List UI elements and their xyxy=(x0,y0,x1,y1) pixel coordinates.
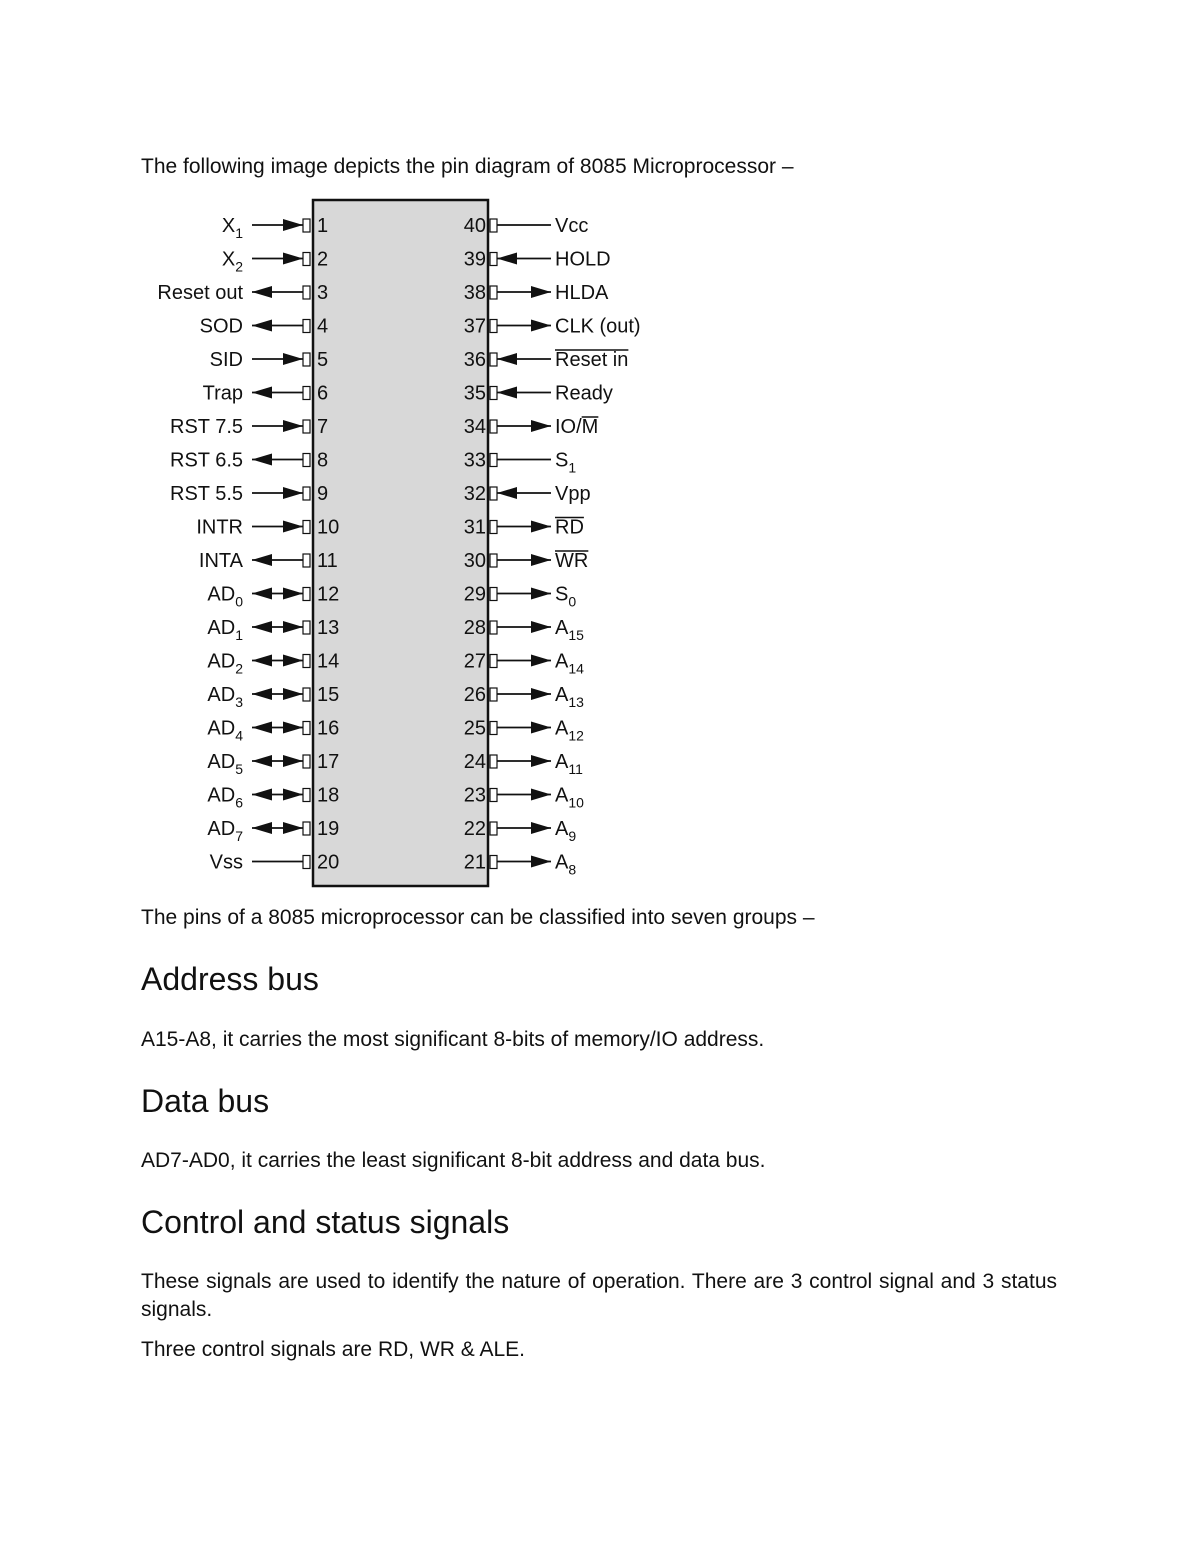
pin-number: 14 xyxy=(317,650,340,673)
pin-stub xyxy=(490,521,497,534)
pin-5 xyxy=(210,349,328,371)
arrow-out-icon xyxy=(252,454,272,466)
pin-subscript: 14 xyxy=(568,660,584,677)
pin-stub xyxy=(303,487,310,500)
pin-label-23 xyxy=(555,785,584,811)
pin-stub xyxy=(303,588,310,601)
pin-name: A xyxy=(555,818,569,840)
pin-38 xyxy=(464,282,609,304)
pin-label-30 xyxy=(555,550,588,572)
arrow-out-icon xyxy=(531,789,551,801)
pin-name: AD xyxy=(207,617,236,639)
pin-stub xyxy=(303,822,310,835)
arrow-in-icon xyxy=(283,822,303,834)
arrow-out-icon xyxy=(252,789,272,801)
pin-number: 28 xyxy=(463,617,486,639)
arrow-out-icon xyxy=(531,722,551,734)
pin-number: 19 xyxy=(317,818,340,840)
pin-name: A xyxy=(555,650,569,673)
pin-label-31 xyxy=(555,517,584,539)
control-status-text: These signals are used to identify the nature of operation. There are 3 control signal and 3 status signals. xyxy=(141,1270,1057,1321)
pin-stub xyxy=(490,253,497,266)
pin-subscript: 11 xyxy=(568,761,583,777)
pin-label-39 xyxy=(555,249,611,271)
pin-number: 9 xyxy=(317,483,329,505)
pin-number: 12 xyxy=(317,583,340,606)
pin-label-35 xyxy=(555,383,613,405)
pin-label-37 xyxy=(555,316,641,338)
pin-name: A xyxy=(555,717,569,740)
pin-stub xyxy=(490,454,497,467)
pin-name: A xyxy=(555,784,569,807)
arrow-in-icon xyxy=(283,521,303,533)
pin-label-2 xyxy=(222,249,243,275)
arrow-in-icon xyxy=(497,253,517,265)
pin-stub xyxy=(303,286,310,299)
pin-number: 39 xyxy=(463,248,486,271)
pin-stub xyxy=(490,822,497,835)
pin-label-10 xyxy=(196,517,243,539)
pin-stub xyxy=(303,755,310,768)
arrow-in-icon xyxy=(497,487,517,499)
pin-number: 10 xyxy=(317,516,340,539)
pin-number: 38 xyxy=(463,282,486,304)
pin-11 xyxy=(199,550,338,572)
pin-subscript: 0 xyxy=(235,593,243,610)
arrow-out-icon xyxy=(252,286,272,298)
pin-stub xyxy=(490,722,497,735)
arrow-in-icon xyxy=(283,655,303,667)
pin-label-32 xyxy=(555,483,591,505)
pin-label-6 xyxy=(203,383,243,405)
pin-stub xyxy=(303,856,310,869)
pin-name: AD xyxy=(207,717,236,740)
pin-32 xyxy=(464,483,591,505)
pin-label-19 xyxy=(207,818,243,844)
arrow-out-icon xyxy=(531,521,551,533)
pin-number: 3 xyxy=(317,282,329,304)
arrow-in-icon xyxy=(283,253,303,265)
pin-10 xyxy=(196,517,339,539)
arrow-out-icon xyxy=(252,588,272,600)
address-bus-heading: Address bus xyxy=(141,961,319,997)
pin-name: RST 7.5 xyxy=(170,416,243,438)
pin-subscript: 0 xyxy=(568,593,577,610)
arrow-out-icon xyxy=(252,722,272,734)
pin-20 xyxy=(210,852,340,874)
arrow-in-icon xyxy=(283,789,303,801)
pin-name: INTA xyxy=(198,550,243,572)
pin-subscript: 7 xyxy=(235,828,243,844)
pin-name: WR xyxy=(555,550,589,572)
pin-label-7 xyxy=(170,416,243,438)
pin-subscript: 12 xyxy=(568,727,584,744)
arrow-out-icon xyxy=(531,554,551,566)
pin-label-4 xyxy=(200,316,243,338)
pin-number: 29 xyxy=(463,583,486,606)
pin-subscript: 2 xyxy=(235,258,243,275)
pin-stub xyxy=(490,353,497,366)
pin-name: IO/M xyxy=(555,416,599,438)
arrow-in-icon xyxy=(283,688,303,700)
pin-number: 34 xyxy=(463,416,486,438)
pin-subscript: 1 xyxy=(235,627,243,643)
arrow-out-icon xyxy=(531,655,551,667)
pin-stub xyxy=(303,253,310,266)
pin-subscript: 2 xyxy=(235,660,243,677)
pin-number: 37 xyxy=(463,315,486,338)
pin-34 xyxy=(464,416,599,438)
pin-label-5 xyxy=(210,349,243,371)
pin-name: S xyxy=(555,583,569,606)
pin-label-34 xyxy=(555,416,598,438)
pin-31 xyxy=(464,517,584,539)
pin-stub xyxy=(303,320,310,333)
arrow-in-icon xyxy=(283,722,303,734)
pin-label-15 xyxy=(207,684,243,710)
pin-number: 26 xyxy=(463,684,486,706)
pin-subscript: 4 xyxy=(235,727,243,744)
pin-name: X xyxy=(221,248,236,271)
pin-name: Vpp xyxy=(555,483,591,505)
pin-7 xyxy=(170,416,328,438)
pin-subscript: 15 xyxy=(568,627,584,643)
pin-stub xyxy=(490,755,497,768)
pin-subscript: 3 xyxy=(235,694,243,710)
pin-number: 40 xyxy=(463,215,486,237)
pin-37 xyxy=(464,316,641,338)
arrow-out-icon xyxy=(252,655,272,667)
arrow-out-icon xyxy=(531,588,551,600)
pin-number: 23 xyxy=(463,784,486,807)
pin-name: AD xyxy=(207,751,236,773)
pin-stub xyxy=(490,387,497,400)
pin-label-13 xyxy=(207,617,243,643)
arrow-out-icon xyxy=(531,286,551,298)
pin-label-38 xyxy=(555,282,609,304)
pin-name: AD xyxy=(207,784,236,807)
pin-stub xyxy=(303,722,310,735)
pin-subscript: 6 xyxy=(235,794,243,811)
pin-stub xyxy=(490,286,497,299)
pin-number: 8 xyxy=(317,449,329,472)
pin-number: 20 xyxy=(317,851,340,874)
pin-name: RD xyxy=(555,516,584,539)
arrow-in-icon xyxy=(497,353,517,365)
arrow-out-icon xyxy=(252,822,272,834)
pin-label-20 xyxy=(210,852,243,874)
arrow-out-icon xyxy=(252,554,272,566)
pin-name: INTR xyxy=(196,516,243,539)
pin-number: 31 xyxy=(463,516,486,539)
pin-name: RST 5.5 xyxy=(170,483,243,505)
pin-name: SOD xyxy=(199,315,243,338)
pin-label-18 xyxy=(207,785,243,811)
pin-name: Reset out xyxy=(157,282,243,304)
data-bus-heading: Data bus xyxy=(141,1083,270,1119)
pin-stub xyxy=(490,219,497,232)
pin-number: 35 xyxy=(463,382,486,405)
pin-number: 13 xyxy=(317,617,340,639)
pin-3 xyxy=(157,282,328,304)
pin-stub xyxy=(490,420,497,433)
pin-stub xyxy=(490,688,497,701)
pin-number: 1 xyxy=(317,215,329,237)
pin-subscript: 1 xyxy=(568,459,577,476)
arrow-out-icon xyxy=(252,320,272,332)
pin-number: 4 xyxy=(317,315,329,338)
arrow-in-icon xyxy=(497,387,517,399)
address-bus-text: A15-A8, it carries the most significant 8-bits of memory/IO address. xyxy=(141,1028,765,1051)
pin-number: 36 xyxy=(463,349,486,371)
pin-subscript: 5 xyxy=(235,761,243,777)
pin-number: 32 xyxy=(463,483,486,505)
pin-number: 6 xyxy=(317,382,329,405)
pin-label-17 xyxy=(207,751,243,777)
pin-4 xyxy=(200,316,328,338)
pin-label-8 xyxy=(170,450,243,472)
pin-label-24 xyxy=(555,751,583,777)
pin-number: 27 xyxy=(463,650,486,673)
pin-name: A xyxy=(555,684,569,706)
pin-9 xyxy=(170,483,328,505)
pin-name: RST 6.5 xyxy=(170,449,243,472)
pin-label-25 xyxy=(555,718,584,744)
pin-label-16 xyxy=(207,718,243,744)
pin-name: Vss xyxy=(209,851,243,874)
arrow-out-icon xyxy=(531,688,551,700)
arrow-out-icon xyxy=(531,755,551,767)
arrow-in-icon xyxy=(283,755,303,767)
arrow-out-icon xyxy=(252,688,272,700)
pin-subscript: 9 xyxy=(568,828,577,844)
data-bus-text: AD7-AD0, it carries the least significant 8-bit address and data bus. xyxy=(141,1149,766,1172)
pin-label-1 xyxy=(222,215,243,241)
arrow-in-icon xyxy=(283,353,303,365)
pin-stub xyxy=(303,655,310,668)
pin-label-29 xyxy=(555,584,576,610)
pin-name: AD xyxy=(207,583,236,606)
pin-number: 5 xyxy=(317,349,329,371)
control-signals-text: Three control signals are RD, WR & ALE. xyxy=(141,1338,525,1361)
pin-name: A xyxy=(555,851,569,874)
pin-stub xyxy=(303,789,310,802)
pin-stub xyxy=(490,554,497,567)
pin-number: 18 xyxy=(317,784,340,807)
pin-6 xyxy=(203,383,329,405)
pin-stub xyxy=(490,320,497,333)
arrow-out-icon xyxy=(252,387,272,399)
pin-label-14 xyxy=(207,651,243,677)
pin-number: 21 xyxy=(463,851,486,874)
pin-stub xyxy=(490,621,497,634)
pin-stub xyxy=(490,588,497,601)
pin-stub xyxy=(303,521,310,534)
groups-intro-text: The pins of a 8085 microprocessor can be classified into seven groups – xyxy=(141,906,815,929)
pin-stub xyxy=(303,454,310,467)
pin-number: 7 xyxy=(317,416,329,438)
pin-stub xyxy=(490,789,497,802)
pin-stub xyxy=(303,219,310,232)
arrow-out-icon xyxy=(531,822,551,834)
pin-name: AD xyxy=(207,818,236,840)
pin-stub xyxy=(490,487,497,500)
pin-number: 2 xyxy=(317,248,329,271)
arrow-out-icon xyxy=(531,856,551,868)
pin-label-27 xyxy=(555,651,584,677)
pin-label-33 xyxy=(555,450,576,476)
arrow-out-icon xyxy=(531,320,551,332)
pin-label-12 xyxy=(207,584,243,610)
pin-name: HLDA xyxy=(555,282,609,304)
pin-number: 25 xyxy=(463,717,486,740)
pin-number: 17 xyxy=(317,751,340,773)
pin-39 xyxy=(464,249,611,271)
pin-number: 24 xyxy=(463,751,486,773)
pin-stub xyxy=(303,688,310,701)
pin-stub xyxy=(490,655,497,668)
pin-number: 16 xyxy=(317,717,340,740)
pin-name: CLK (out) xyxy=(555,315,641,338)
pin-label-28 xyxy=(555,617,584,643)
pin-name: S xyxy=(555,449,569,472)
arrow-in-icon xyxy=(283,588,303,600)
pin-name: HOLD xyxy=(555,248,611,271)
arrow-out-icon xyxy=(252,755,272,767)
pin-number: 15 xyxy=(317,684,340,706)
pin-label-22 xyxy=(555,818,576,844)
pin-name: AD xyxy=(207,650,236,673)
pin-number: 22 xyxy=(463,818,486,840)
arrow-out-icon xyxy=(531,420,551,432)
pin-stub xyxy=(490,856,497,869)
chip-body xyxy=(313,200,488,886)
pin-stub xyxy=(303,387,310,400)
pin-label-26 xyxy=(555,684,584,710)
pin-30 xyxy=(464,550,589,572)
pin-name: Ready xyxy=(555,382,613,405)
pin-name: Trap xyxy=(202,382,243,405)
pin-stub xyxy=(303,420,310,433)
pin-number: 33 xyxy=(463,449,486,472)
pin-subscript: 10 xyxy=(568,794,584,811)
intro-text: The following image depicts the pin diagram of 8085 Microprocessor – xyxy=(141,155,794,178)
pin-subscript: 13 xyxy=(568,694,584,710)
arrow-in-icon xyxy=(283,487,303,499)
pin-8 xyxy=(170,450,328,472)
arrow-in-icon xyxy=(283,621,303,633)
pin-number: 30 xyxy=(463,550,486,572)
arrow-out-icon xyxy=(252,621,272,633)
pin-name: A xyxy=(555,751,569,773)
arrow-in-icon xyxy=(283,420,303,432)
pin-number: 11 xyxy=(317,550,338,572)
pin-label-40 xyxy=(555,215,588,237)
pin-name: Vcc xyxy=(555,215,589,237)
pin-stub xyxy=(303,554,310,567)
pin-name: A xyxy=(555,617,569,639)
pin-label-21 xyxy=(555,852,576,878)
pin-subscript: 1 xyxy=(235,225,243,241)
pin-stub xyxy=(303,621,310,634)
pin-label-36 xyxy=(555,349,628,371)
pin-40 xyxy=(464,215,589,237)
pin-label-11 xyxy=(199,550,244,572)
pin-name: X xyxy=(221,215,236,237)
pin-name: Reset in xyxy=(555,349,629,371)
pin-name: SID xyxy=(209,349,243,371)
pin-label-3 xyxy=(157,282,243,304)
arrow-out-icon xyxy=(531,621,551,633)
pin-subscript: 8 xyxy=(568,861,577,878)
pin-label-9 xyxy=(170,483,243,505)
arrow-in-icon xyxy=(283,219,303,231)
pin-name: AD xyxy=(207,684,236,706)
control-status-heading: Control and status signals xyxy=(141,1204,510,1240)
pin-stub xyxy=(303,353,310,366)
